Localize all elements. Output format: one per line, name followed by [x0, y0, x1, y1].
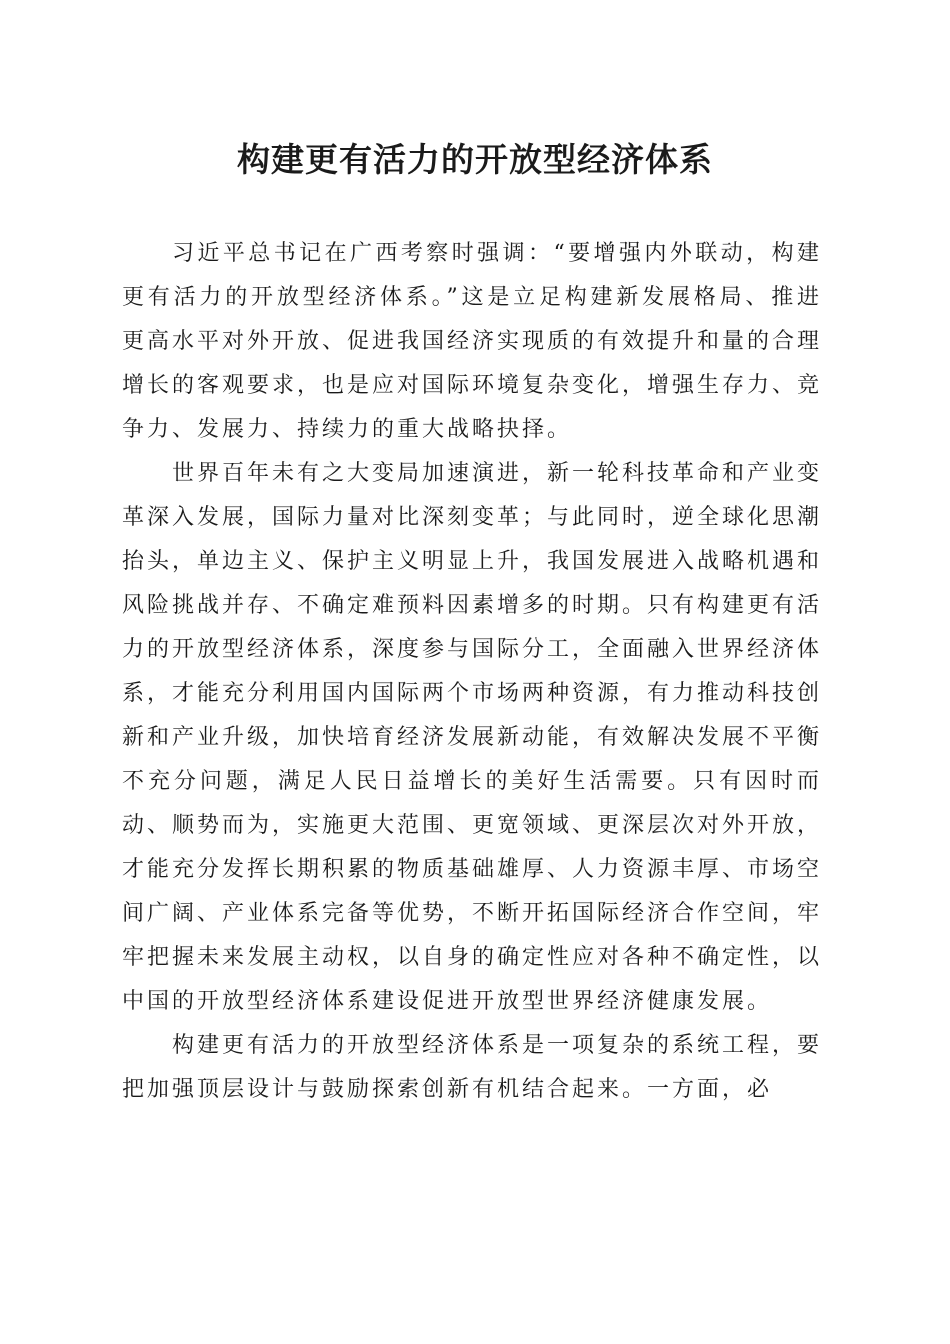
- paragraph-2: 世界百年未有之大变局加速演进，新一轮科技革命和产业变革深入发展，国际力量对比深刻变革；与此同时，逆全球化思潮抬头，单边主义、保护主义明显上升，我国发展进入战略机遇和风险挑战并存、不确定难预料因素增多的时期。只有构建更有活力的开放型经济体系，深度参与国际分工，全面融入世界经济体系，才能充分利用国内国际两个市场两种资源，有力推动科技创新和产业升级，加快培育经济发展新动能，有效解决发展不平衡不充分问题，满足人民日益增长的美好生活需要。只有因时而动、顺势而为，实施更大范围、更宽领域、更深层次对外开放，才能充分发挥长期积累的物质基础雄厚、人力资源丰厚、市场空间广阔、产业体系完备等优势，不断开拓国际经济合作空间，牢牢把握未来发展主动权，以自身的确定性应对各种不确定性，以中国的开放型经济体系建设促进开放型世界经济健康发展。: [122, 461, 823, 1014]
- paragraph-3: 构建更有活力的开放型经济体系是一项复杂的系统工程，要把加强顶层设计与鼓励探索创新有机结合起来。一方面，必: [122, 1033, 823, 1102]
- paragraph-1: 习近平总书记在广西考察时强调：“要增强内外联动，构建更有活力的开放型经济体系。”这是立足构建新发展格局、推进更高水平对外开放、促进我国经济实现质的有效提升和量的合理增长的客观要求，也是应对国际环境复杂变化，增强生存力、竞争力、发展力、持续力的重大战略抉择。: [122, 241, 823, 442]
- document-body: [122, 232, 822, 1112]
- document-title: 构建更有活力的开放型经济体系: [237, 140, 713, 179]
